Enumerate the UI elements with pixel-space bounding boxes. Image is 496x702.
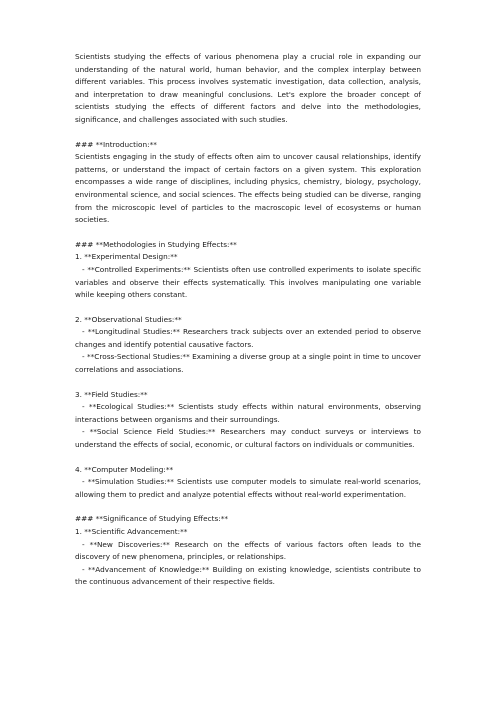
method-title: 4. **Computer Modeling:**	[75, 464, 174, 474]
method-title: 1. **Experimental Design:**	[75, 252, 178, 262]
method-item	[75, 251, 421, 301]
method-bullet: - **Social Science Field Studies:** Researchers may conduct surveys or interviews to understand the effects of social, economic, or cultural factors on individuals or communities.	[75, 427, 421, 450]
methodologies-section	[75, 239, 421, 502]
method-title: 2. **Observational Studies:**	[75, 314, 182, 324]
method-item	[75, 464, 421, 502]
method-title: 3. **Field Studies:**	[75, 389, 148, 399]
significance-heading: ### **Significance of Studying Effects:**	[75, 514, 229, 524]
method-bullet: - **Ecological Studies:** Scientists study effects within natural environments, observing interactions between organisms and their surroundings.	[75, 402, 421, 424]
introduction-heading: ### **Introduction:**	[75, 139, 157, 149]
method-bullet: - **Longitudinal Studies:** Researchers track subjects over an extended period to observe changes and identify potential causative factors.	[75, 327, 421, 349]
method-item	[75, 314, 421, 377]
method-bullet: - **Cross-Sectional Studies:** Examining a diverse group at a single point in time to uncover correlations and associations.	[75, 352, 421, 375]
introduction-section	[75, 139, 421, 227]
significance-bullet: - **Advancement of Knowledge:** Building on existing knowledge, scientists contribute to the continuous advancement of their respective fields.	[75, 564, 421, 587]
document-page	[75, 51, 421, 601]
introduction-text: Scientists engaging in the study of effects often aim to uncover causal relationships, identify patterns, or understand the impact of certain factors on a given system. This exploration encompasses a wide range of disciplines, including physics, chemistry, biology, psychology, environmental science, and social sciences. The effects being studied can be diverse, ranging from the microscopic level of particles to the macroscopic level of ecosystems or human societies.	[75, 152, 421, 225]
intro-paragraph: Scientists studying the effects of various phenomena play a crucial role in expanding our understanding of the natural world, human behavior, and the complex interplay between different variables. This process involves systematic investigation, data collection, analysis, and interpretation to draw meaningful conclusions. Let's explore the broader concept of scientists studying the effects of different factors and delve into the methodologies, significance, and challenges associated with such studies.	[75, 52, 421, 124]
significance-section	[75, 513, 421, 589]
significance-title: 1. **Scientific Advancement:**	[75, 527, 188, 536]
method-bullet: - **Controlled Experiments:** Scientists often use controlled experiments to isolate specific variables and observe their effects systematically. This involves manipulating one variable while keeping others constant.	[75, 264, 421, 300]
methodologies-heading: ### **Methodologies in Studying Effects:**	[75, 239, 237, 249]
method-bullet: - **Simulation Studies:** Scientists use computer models to simulate real-world scenarios, allowing them to predict and analyze potential effects without real-world experimentation.	[75, 477, 421, 499]
significance-bullet: - **New Discoveries:** Research on the effects of various factors often leads to the discovery of new phenomena, principles, or relationships.	[75, 539, 421, 562]
method-item	[75, 389, 421, 452]
intro-block	[75, 51, 421, 127]
